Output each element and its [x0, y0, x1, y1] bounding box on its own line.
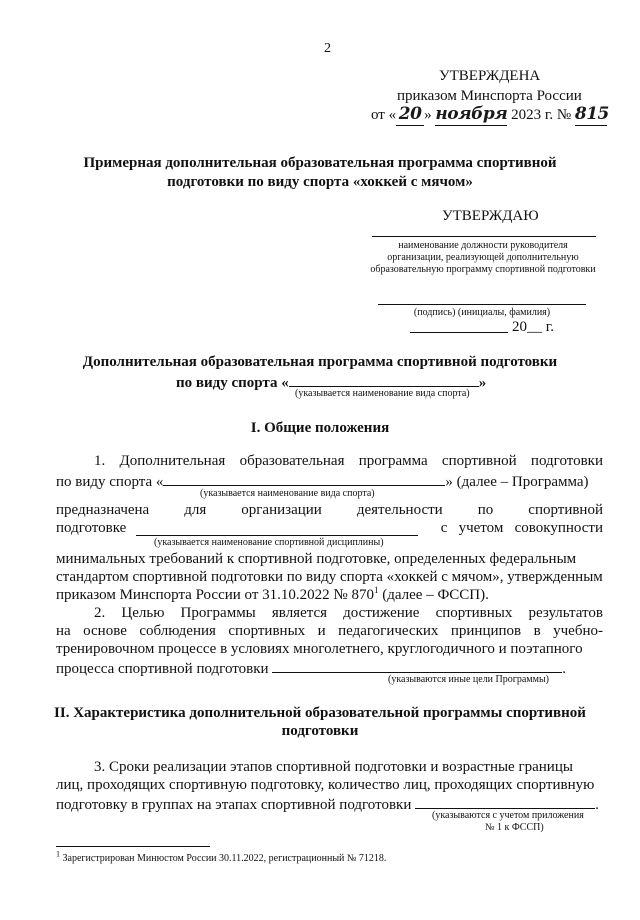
footnote-separator — [56, 846, 210, 847]
p2-line3: тренировочном процессе в условиях многолетнего, круглогодичного и поэтапного — [56, 641, 583, 657]
p1-line4-end: с учетом совокупности — [440, 520, 603, 536]
approved-title: УТВЕРЖДЕНА — [439, 68, 541, 84]
p3-line3-end: . — [595, 797, 599, 813]
date-year-no: 2023 г. № — [511, 107, 572, 123]
date-month — [435, 105, 507, 126]
p1-line5: минимальных требований к спортивной подготовке, определенных федеральным — [56, 551, 577, 567]
p1-discipline-blank — [136, 535, 418, 536]
p1-line2-start: по виду спорта « — [56, 474, 164, 490]
p1-line1-text: 1. Дополнительная образовательная программа спортивной подготовки — [94, 453, 603, 469]
handwritten-day: 20 — [398, 104, 422, 124]
footnote-ref: 1 — [373, 585, 379, 595]
signature-line — [378, 304, 586, 305]
date-blank-line — [410, 332, 508, 333]
position-line — [372, 236, 596, 237]
p1-line1 — [94, 452, 603, 471]
program-heading-suffix: » — [478, 375, 487, 391]
position-caption-2: организации, реализующей дополнительную — [387, 252, 579, 263]
footnote — [56, 849, 387, 865]
p2-line1-text: 2. Целью Программы является достижение спортивных результатов — [94, 605, 603, 621]
approved-order-line: приказом Минспорта России — [397, 88, 582, 104]
p3-annex-blank — [415, 794, 595, 809]
p1-line7 — [56, 586, 489, 605]
p3-line2: лиц, проходящих спортивную подготовку, количество лиц, проходящих спортивную — [56, 777, 595, 793]
p1-line7-end: (далее – ФССП). — [378, 587, 489, 603]
caption-discipline: (указывается наименование спортивной дисциплины) — [154, 537, 384, 548]
p1-line4 — [56, 519, 603, 538]
date-day — [396, 105, 424, 126]
p2-line4-start: процесса спортивной подготовки — [56, 661, 269, 677]
section2-heading-line1: II. Характеристика дополнительной образовательной программы спортивной — [54, 705, 586, 721]
caption-sport: (указывается наименование вида спорта) — [200, 488, 375, 499]
handwritten-month: ноября — [435, 104, 508, 124]
order-number — [575, 105, 607, 126]
handwritten-number: 815 — [574, 104, 609, 124]
p1-line3 — [56, 501, 603, 520]
program-heading-line1: Дополнительная образовательная программа спортивной подготовки — [82, 354, 558, 370]
p2-line1 — [94, 604, 603, 623]
caption-annex-1: (указываются с учетом приложения — [432, 810, 584, 821]
p2-goals-blank — [272, 658, 562, 673]
p1-line6: стандартом спортивной подготовки по виду спорта «хоккей с мячом», утвержденным — [56, 569, 603, 585]
caption-goals: (указываются иные цели Программы) — [388, 674, 550, 685]
page-number: 2 — [324, 41, 331, 56]
p3-line3-start: подготовку в группах на этапах спортивной подготовки — [56, 797, 412, 813]
program-heading-prefix: по виду спорта « — [176, 375, 289, 391]
section1-heading: I. Общие положения — [250, 420, 390, 436]
date-prefix: от « — [371, 107, 397, 123]
p1-line7-start: приказом Минспорта России от 31.10.2022 № 870 — [56, 587, 374, 603]
p2-line4-end: . — [562, 661, 567, 677]
p1-sport-blank — [163, 471, 445, 486]
approve-label: УТВЕРЖДАЮ — [442, 208, 539, 224]
date-mid: » — [424, 107, 432, 123]
footnote-text: Зарегистрирован Минюстом России 30.11.2022, регистрационный № 71218. — [60, 853, 387, 864]
p2-line2 — [56, 622, 603, 641]
p1-line3-text: предназначена для организации деятельности по спортивной — [56, 502, 603, 518]
sport-name-blank — [289, 372, 479, 387]
position-caption-1: наименование должности руководителя — [398, 240, 568, 251]
doc-title-line1: Примерная дополнительная образовательная программа спортивной — [83, 155, 557, 171]
approve-date: 20__ г. — [512, 319, 554, 335]
doc-title-line2: подготовки по виду спорта «хоккей с мячом» — [167, 174, 473, 190]
program-heading-caption: (указывается наименование вида спорта) — [295, 388, 470, 399]
approved-date-line — [371, 105, 607, 126]
signature-caption: (подпись) (инициалы, фамилия) — [413, 307, 551, 318]
section2-heading-line2: подготовки — [281, 723, 359, 739]
p1-line4-start: подготовке — [56, 520, 127, 536]
p1-line2-end: » (далее – Программа) — [445, 474, 589, 490]
footnote-mark: 1 — [56, 849, 60, 859]
caption-annex-2: № 1 к ФССП) — [485, 822, 544, 833]
p2-line2-text: на основе соблюдения спортивных и педагогических принципов в учебно- — [56, 623, 603, 639]
position-caption-3: образовательную программу спортивной подготовки — [370, 264, 596, 275]
p3-line1: 3. Сроки реализации этапов спортивной подготовки и возрастные границы — [94, 759, 573, 775]
